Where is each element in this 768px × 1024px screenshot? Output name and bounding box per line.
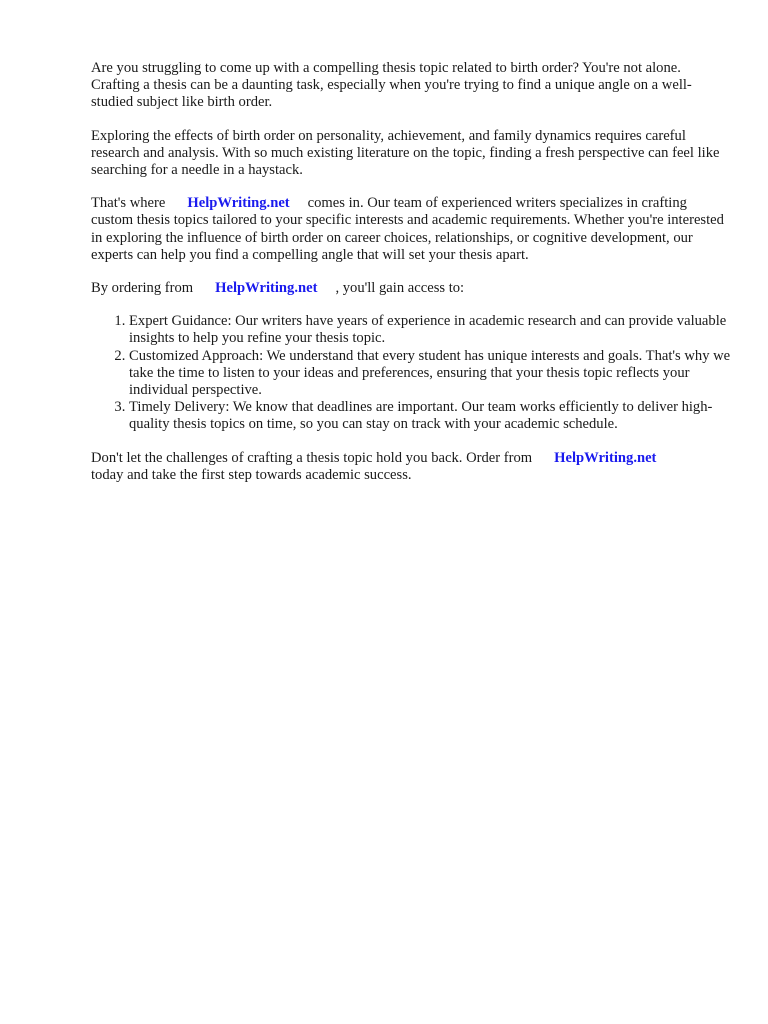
service-lead: That's where xyxy=(91,195,166,212)
intro-paragraph-1: Are you struggling to come up with a compelling thesis topic related to birth order? You're not alone. Crafting a thesis can be a daunting task, especially when you're trying to find a unique angle on a well-studied subject like birth order. xyxy=(91,60,692,111)
closing-paragraph xyxy=(91,450,731,484)
service-paragraph xyxy=(91,195,731,264)
document-body xyxy=(91,60,731,500)
intro-paragraph-2: Exploring the effects of birth order on personality, achievement, and family dynamics requires careful research and analysis. With so much existing literature on the topic, finding a fresh perspective can feel like searching for a needle in a haystack. xyxy=(91,127,720,179)
closing-rest: today and take the first step towards academic success. xyxy=(91,466,412,483)
ordering-rest: , you'll gain access to: xyxy=(335,280,465,297)
benefit-item-timely-delivery: 3. Timely Delivery: We know that deadlines are important. Our team works efficiently to deliver high-quality thesis topics on time, so you can stay on track with your academic schedule. xyxy=(129,399,731,433)
helpwriting-link-1[interactable]: HelpWriting.net xyxy=(187,195,290,212)
ordering-paragraph xyxy=(91,280,731,297)
benefits-list xyxy=(91,313,731,433)
ordering-lead: By ordering from xyxy=(91,280,194,297)
closing-lead: Don't let the challenges of crafting a thesis topic hold you back. Order from xyxy=(91,449,533,466)
benefit-item-expert-guidance: 1. Expert Guidance: Our writers have years of experience in academic research and can provide valuable insights to help you refine your thesis topic. xyxy=(129,313,731,347)
service-rest: comes in. Our team of experienced writers specializes in crafting custom thesis topics tailored to your specific interests and academic requirements. Whether you're interested in exploring the influence of birth order on career choices, relationships, or cognitive development, our experts can help you find a compelling angle that will set your thesis apart. xyxy=(91,195,724,263)
helpwriting-link-3[interactable]: HelpWriting.net xyxy=(554,449,657,466)
benefit-item-customized-approach: 2. Customized Approach: We understand that every student has unique interests and goals. That's why we take the time to listen to your ideas and preferences, ensuring that your thesis topic reflects your individual perspective. xyxy=(129,348,731,400)
helpwriting-link-2[interactable]: HelpWriting.net xyxy=(215,280,318,297)
